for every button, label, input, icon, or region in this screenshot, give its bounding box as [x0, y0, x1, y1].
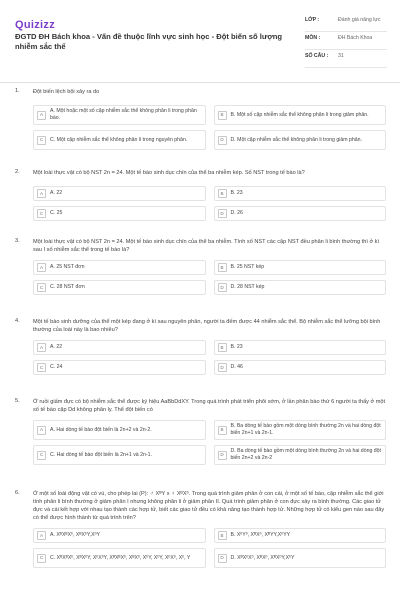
option-letter: D [218, 136, 227, 145]
meta-value: ĐH Bách Khoa [338, 35, 373, 41]
question-1 [0, 88, 400, 150]
option-text: B. Một số cặp nhiễm sắc thể không phân li trong giảm phân. [230, 111, 369, 118]
question-number: 6. [15, 490, 20, 496]
option-letter: D [218, 283, 227, 292]
option-a[interactable] [33, 528, 206, 543]
meta-row-class [305, 14, 387, 32]
meta-value: Đánh giá năng lực [338, 17, 381, 23]
answer-options [33, 186, 386, 221]
option-a[interactable] [33, 420, 206, 440]
option-text: D. Một cặp nhiễm sắc thể không phân li trong giảm phân. [230, 136, 362, 143]
option-letter: C [37, 554, 46, 563]
option-c[interactable] [33, 280, 206, 295]
question-number: 3. [15, 238, 20, 244]
option-b[interactable] [214, 528, 387, 543]
option-b[interactable] [214, 420, 387, 440]
option-text: D. 26 [230, 210, 243, 217]
answer-options [33, 260, 386, 295]
option-text: B. Ba dòng tế bào gồm một dòng bình thường 2n và hai dòng đột biến 2n+1 và 2n-1. [230, 423, 381, 437]
option-letter: C [37, 283, 46, 292]
option-c[interactable] [33, 206, 206, 221]
option-c[interactable] [33, 548, 206, 568]
option-c[interactable] [33, 130, 206, 150]
meta-row-subject [305, 32, 387, 50]
question-number: 2. [15, 169, 20, 175]
option-d[interactable] [214, 548, 387, 568]
option-text: D. Ba dòng tế bào gồm một dòng bình thường 2n và hai dòng đột biến 2n+2 và 2n-2 [230, 448, 382, 462]
answer-options [33, 420, 386, 465]
option-letter: A [37, 189, 46, 198]
question-text: Một loài thực vật có bộ NST 2n = 24. Một tế bào sinh dục chín của thể ba nhiễm kép. Số NST trong tế bào là? [33, 170, 305, 176]
option-letter: A [37, 111, 46, 120]
answer-options [33, 105, 386, 150]
option-text: B. 23 [230, 190, 243, 197]
option-letter: D [218, 363, 227, 372]
meta-label: MÔN : [305, 35, 321, 41]
option-text: B. 25 NST kép [230, 264, 265, 271]
option-letter: A [37, 263, 46, 272]
option-a[interactable] [33, 340, 206, 355]
option-text: A. Hai dòng tế bào đột biến là 2n+2 và 2n-2. [50, 426, 152, 433]
option-text: C. XᴮXᴮXᵇ, XᴮXᵇY, XᵇXᵇY, XᴮXᴮXᵇ, XᴮXᵇ, XᵇY, XᵇY, XᵇXᵇ, Xᵇ, Y [50, 554, 191, 561]
option-text: C. Một cặp nhiễm sắc thể không phân li trong nguyên phân. [50, 136, 188, 143]
option-d[interactable] [214, 130, 387, 150]
question-text: Một tế bào sinh dưỡng của thể một kép đang ở kì sau nguyên phân, người ta đếm được 44 nhiễm sắc thể. Bộ nhiễm sắc thể lưỡng bội bình thường của loài này là bao nhiêu? [33, 319, 381, 334]
option-text: A. XᴮXᴮXᵇ, XᴮXᵇY,XᵇY [50, 532, 101, 539]
option-a[interactable] [33, 260, 206, 275]
meta-label: SỐ CÂU : [305, 53, 329, 59]
question-number: 1. [15, 88, 20, 94]
option-b[interactable] [214, 260, 387, 275]
option-text: B. XᵇYᵇ, XᴮXᵇ, XᴮYY,XᵇYY [230, 532, 291, 539]
option-text: C. 24 [50, 364, 63, 371]
question-2 [0, 169, 400, 221]
option-b[interactable] [214, 340, 387, 355]
quizizz-logo: Quizizz [15, 19, 55, 31]
meta-value: 31 [338, 53, 344, 59]
meta-row-count [305, 50, 387, 68]
option-c[interactable] [33, 360, 206, 375]
question-text: Đột biến lệch bội xảy ra do [33, 89, 100, 95]
question-number: 5. [15, 398, 20, 404]
option-letter: B [218, 263, 227, 272]
option-text: D. XᴮXᵇXᵇ, XᴮXᵇ, XᴮXᵇY,XᵇY [230, 554, 295, 561]
option-b[interactable] [214, 105, 387, 125]
option-letter: D [218, 554, 227, 563]
option-d[interactable] [214, 206, 387, 221]
question-3 [0, 238, 400, 295]
meta-label: LỚP : [305, 17, 320, 23]
option-letter: C [37, 136, 46, 145]
question-5 [0, 398, 400, 465]
option-text: A. 22 [50, 190, 63, 197]
option-d[interactable] [214, 280, 387, 295]
option-c[interactable] [33, 445, 206, 465]
option-d[interactable] [214, 360, 387, 375]
question-text: Ở một số loài động vật có vú, cho phép lai (P): ♂ XᴮY x ♀ XᴮXᵇ. Trong quá trình giảm phân ở con cái, ở một số tế bào, cặp nhiễm sắc thể giới tính phân li bình thường ở giảm phân I nhưng không phân li ở giảm phân II. Quá trình giảm phân ở con đực xảy ra bình thường. Các giao tử đực và cái kết hợp với nhau tạo thành các hợp tử, biết các giao tử đều có khả năng tạo thành hợp tử. Những hợp tử có kiểu gen nào sau đây có thể được hình thành từ quá trình trên? [33, 491, 385, 522]
worksheet-meta [305, 14, 387, 68]
option-b[interactable] [214, 186, 387, 201]
question-text: Ở ruồi giấm đực có bộ nhiễm sắc thể được ký hiệu AaBbDdXY. Trong quá trình phát triển phôi sớm, ở lần phân bào thứ 6 người ta thấy ở một số tế bào cặp Dd không phân ly. Thể đột biến có [33, 399, 386, 414]
option-letter: A [37, 426, 46, 435]
option-text: A. 22 [50, 344, 63, 351]
question-4 [0, 318, 400, 375]
option-letter: B [218, 189, 227, 198]
option-a[interactable] [33, 105, 206, 125]
question-text: Một loài thực vật có bộ NST 2n = 24. Một tế bào sinh dục chín của thể ba nhiễm. Tính số NST các cặp NST đều phân li bình thường thì ở kì sau I số nhiễm sắc thể trong tế bào là? [33, 239, 380, 254]
option-text: D. 28 NST kép [230, 284, 265, 291]
answer-options [33, 528, 386, 568]
worksheet-title: ĐGTD ĐH Bách khoa - Vấn đề thuộc lĩnh vực sinh học - Đột biến số lượng nhiễm sắc thể [15, 32, 283, 52]
option-letter: C [37, 363, 46, 372]
option-text: A. Một hoặc một số cặp nhiễm sắc thể không phân li trong phân bào. [50, 108, 197, 122]
option-text: C. 28 NST đơn [50, 284, 85, 291]
option-text: A. 25 NST đơn [50, 264, 85, 271]
option-d[interactable] [214, 445, 387, 465]
option-text: D. 46 [230, 364, 243, 371]
option-letter: A [37, 343, 46, 352]
option-letter: A [37, 531, 46, 540]
option-letter: B [218, 531, 227, 540]
question-6 [0, 490, 400, 568]
option-letter: C [37, 209, 46, 218]
option-text: C. Hai dòng tế bào đột biến là 2n+1 và 2n-1. [50, 451, 152, 458]
option-letter: D [218, 209, 227, 218]
worksheet-header [0, 0, 400, 83]
option-a[interactable] [33, 186, 206, 201]
option-text: C. 25 [50, 210, 63, 217]
option-letter: B [218, 111, 227, 120]
question-number: 4. [15, 318, 20, 324]
option-letter: B [218, 343, 227, 352]
option-text: B. 23 [230, 344, 243, 351]
option-letter: B [218, 426, 227, 435]
option-letter: C [37, 451, 46, 460]
answer-options [33, 340, 386, 375]
option-letter: D [218, 451, 227, 460]
